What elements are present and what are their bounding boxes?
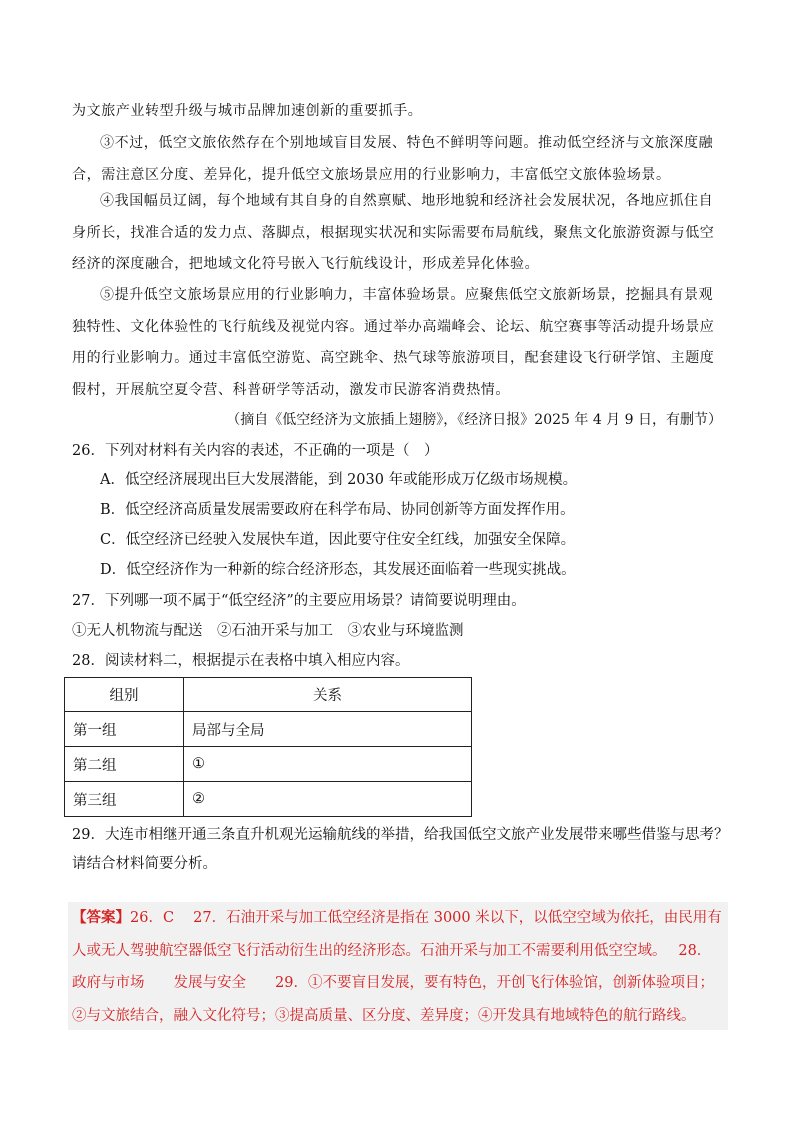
table-cell-group: 第三组: [65, 782, 184, 817]
question-29-stem: 29．大连市相继开通三条直升机观光运输航线的举措，给我国低空文旅产业发展带来哪些借鉴与思考？请结合材料简要分析。: [72, 827, 729, 872]
answer-text: 26．C 27．石油开采与加工低空经济是指在 3000 米以下，以低空空域为依托，由民用有人或无人驾驶航空器低空飞行活动衍生出的经济形态。石油开采与加工不需要利用低空空域。 28．政府与市场 发展与安全 29．①不要盲目发展，要有特色，开创飞行体验馆，创新体验项目；②与文旅结合，融入文化符号；③提高质量、区分度、差异度；④开发具有地域特色的航行路线。: [72, 910, 722, 1024]
table-row: [65, 712, 472, 747]
table-cell-group: 第一组: [65, 712, 184, 747]
table-cell-relation: ①: [184, 747, 472, 782]
passage-paragraph-4: ④我国幅员辽阔，每个地域有其自身的自然禀赋、地形地貌和经济社会发展状况，各地应抓住自身所长，找准合适的发力点、落脚点，根据现实状况和实际需要布局航线，聚焦文化旅游资源与低空经济的深度融合，把地域文化符号嵌入飞行航线设计，形成差异化体验。: [72, 193, 715, 272]
question-26-option-d: D．低空经济作为一种新的综合经济形态，其发展还面临着一些现实挑战。: [100, 562, 576, 578]
question-28-stem: 28．阅读材料二，根据提示在表格中填入相应内容。: [72, 653, 410, 669]
question-26-option-b: B．低空经济高质量发展需要政府在科学布局、协同创新等方面发挥作用。: [100, 502, 575, 518]
answer-tag: 【答案】: [72, 909, 130, 926]
table-cell-group: 第二组: [65, 747, 184, 782]
question-27-stem: 27．下列哪一项不属于“低空经济”的主要应用场景？请简要说明理由。: [72, 593, 526, 609]
relation-table: [64, 677, 472, 817]
passage-line-top: 为文旅产业转型升级与城市品牌加速创新的重要抓手。: [72, 103, 423, 119]
table-row: [65, 782, 472, 817]
table-header-row: [65, 678, 472, 712]
passage-paragraph-3: ③不过，低空文旅依然存在个别地域盲目发展、特色不鲜明等问题。推动低空经济与文旅深度融合，需注意区分度、差异化，提升低空文旅场景应用的行业影响力，丰富低空文旅体验场景。: [72, 135, 714, 183]
passage-paragraph-5: ⑤提升低空文旅场景应用的行业影响力，丰富体验场景。应聚焦低空文旅新场景，挖掘具有景观独特性、文化体验性的飞行航线及视觉内容。通过举办高端峰会、论坛、航空赛事等活动提升场景应用的行业影响力。通过丰富低空游览、高空跳伞、热气球等旅游项目，配套建设飞行研学馆、主题度假村，开展航空夏令营、科普研学等活动，激发市民游客消费热情。: [72, 287, 715, 398]
table-cell-relation: ②: [184, 782, 472, 817]
question-26-option-a: A．低空经济展现出巨大发展潜能，到 2030 年或能形成万亿级市场规模。: [100, 472, 578, 488]
table-row: [65, 747, 472, 782]
table-header-group: 组别: [65, 678, 184, 712]
answer-box: [68, 902, 728, 1030]
table-header-relation: 关系: [184, 678, 472, 712]
question-27-choices: ①无人机物流与配送 ②石油开采与加工 ③农业与环境监测: [72, 623, 464, 639]
table-cell-relation: 局部与全局: [184, 712, 472, 747]
answer-text-block: [68, 902, 728, 1032]
question-26-option-c: C．低空经济已经驶入发展快车道，因此要守住安全红线，加强安全保障。: [100, 532, 576, 548]
question-26-stem: 26．下列对材料有关内容的表述，不正确的一项是（ ）: [72, 443, 439, 459]
passage-source: （摘自《低空经济为文旅插上翅膀》，《经济日报》2025 年 4 月 9 日，有删节）: [226, 412, 722, 428]
